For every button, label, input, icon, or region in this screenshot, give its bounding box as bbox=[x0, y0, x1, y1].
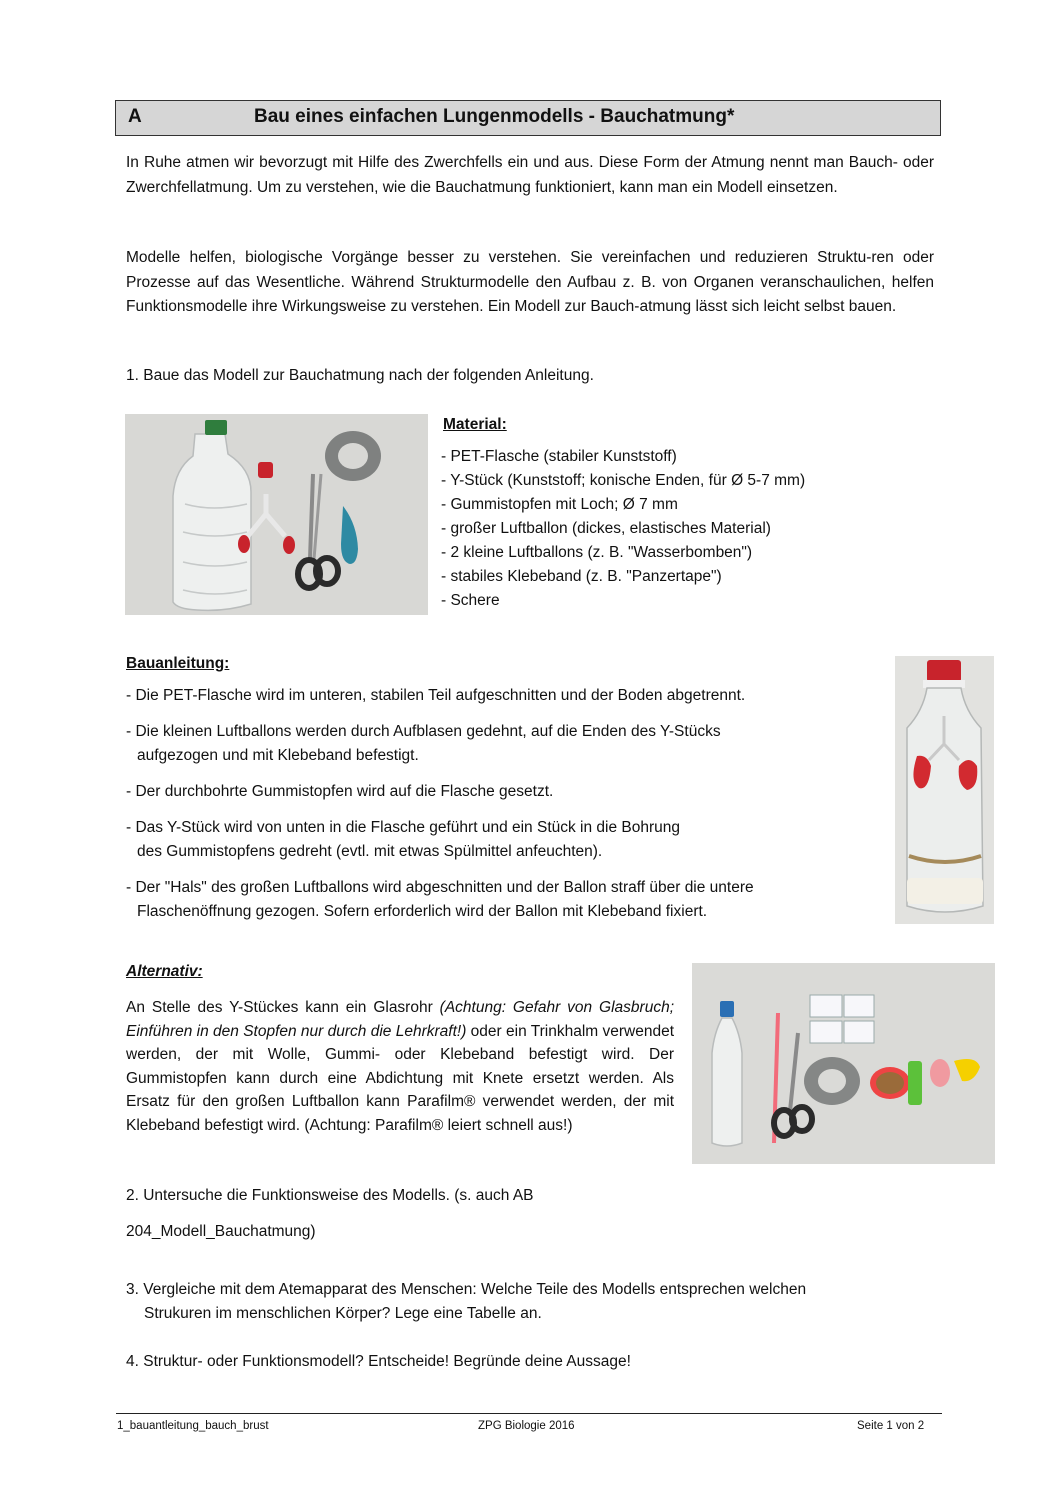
alternativ-heading: Alternativ: bbox=[126, 963, 203, 980]
bau-step-3: - Der durchbohrte Gummistopfen wird auf die Flasche gesetzt. bbox=[126, 783, 554, 800]
alternativ-warning: (Achtung: Gefahr von Glasbruch; Einführen in den Stopfen nur durch die Lehrkraft!) bbox=[126, 999, 675, 1040]
material-photo bbox=[125, 414, 428, 615]
task-2: 2. Untersuche die Funktionsweise des Modells. (s. auch AB bbox=[126, 1187, 534, 1204]
section-title: Bau eines einfachen Lungenmodells - Bauchatmung* bbox=[254, 106, 735, 127]
bau-step-5-cont: Flaschenöffnung gezogen. Sofern erforderlich wird der Ballon mit Klebeband fixiert. bbox=[137, 903, 708, 920]
bau-step-4-cont: des Gummistopfens gedreht (evtl. mit etwas Spülmittel anfeuchten). bbox=[137, 843, 603, 860]
footer-page-number: Seite 1 von 2 bbox=[857, 1420, 925, 1432]
intro-paragraph-2: Modelle helfen, biologische Vorgänge besser zu verstehen. Sie vereinfachen und reduzieren Struktu-ren oder Prozesse auf das Wesentliche. Während Strukturmodelle den Aufbau z. B. von Organen veranschaulichen, helfen Funktionsmodelle ihre Wirkungsweise zu verstehen. Ein Modell zur Bauch-atmung lässt sich leicht selbst bauen. bbox=[126, 249, 934, 315]
alternativ-paragraph bbox=[126, 996, 674, 1137]
task-4: 4. Struktur- oder Funktionsmodell? Entscheide! Begründe deine Aussage! bbox=[126, 1353, 631, 1370]
alternativ-text-start: An Stelle des Y-Stückes kann ein Glasrohr bbox=[126, 999, 440, 1016]
material-item: - 2 kleine Luftballons (z. B. "Wasserbomben") bbox=[441, 544, 753, 561]
task-3: 3. Vergleiche mit dem Atemapparat des Menschen: Welche Teile des Modells entsprechen welchen bbox=[126, 1281, 807, 1298]
bauanleitung-heading: Bauanleitung: bbox=[126, 655, 230, 672]
bau-step-2-cont: aufgezogen und mit Klebeband befestigt. bbox=[137, 747, 419, 764]
footer-filename: 1_bauantleitung_bauch_brust bbox=[117, 1420, 269, 1432]
alternativ-text-rest: oder ein Trinkhalm verwendet werden, der mit Wolle, Gummi- oder Klebeband befestigt wird. Der Gummistopfen kann durch eine Abdichtung mit Knete ersetzt werden. Als Ersatz für den großen Luftballon kann Parafilm® verwendet werden, der mit Klebeband befestigt wird. (Achtung: Parafilm® leiert schnell aus!) bbox=[126, 1022, 674, 1134]
section-letter: A bbox=[128, 106, 142, 127]
material-item: - großer Luftballon (dickes, elastisches Material) bbox=[441, 520, 771, 537]
footer-source: ZPG Biologie 2016 bbox=[478, 1420, 575, 1432]
task-2-cont: 204_Modell_Bauchatmung) bbox=[126, 1223, 316, 1240]
footer-rule bbox=[116, 1413, 942, 1414]
model-photo bbox=[895, 656, 994, 924]
material-item: - Y-Stück (Kunststoff; konische Enden, für Ø 5-7 mm) bbox=[441, 472, 806, 489]
bau-step-1: - Die PET-Flasche wird im unteren, stabilen Teil aufgeschnitten und der Boden abgetrennt. bbox=[126, 687, 746, 704]
task-1: 1. Baue das Modell zur Bauchatmung nach der folgenden Anleitung. bbox=[126, 367, 594, 384]
bau-step-5: - Der "Hals" des großen Luftballons wird abgeschnitten und der Ballon straff über die untere bbox=[126, 879, 754, 896]
material-item: - stabiles Klebeband (z. B. "Panzertape") bbox=[441, 568, 722, 585]
bau-step-4: - Das Y-Stück wird von unten in die Flasche geführt und ein Stück in die Bohrung bbox=[126, 819, 681, 836]
alternative-material-photo bbox=[692, 963, 995, 1164]
section-header bbox=[115, 100, 941, 136]
material-heading: Material: bbox=[443, 416, 507, 433]
bau-step-2: - Die kleinen Luftballons werden durch Aufblasen gedehnt, auf die Enden des Y-Stücks bbox=[126, 723, 721, 740]
material-item: - PET-Flasche (stabiler Kunststoff) bbox=[441, 448, 677, 465]
material-item: - Gummistopfen mit Loch; Ø 7 mm bbox=[441, 496, 678, 513]
task-3-cont: Strukuren im menschlichen Körper? Lege eine Tabelle an. bbox=[144, 1305, 542, 1322]
intro-paragraph-1: In Ruhe atmen wir bevorzugt mit Hilfe des Zwerchfells ein und aus. Diese Form der Atmung nennt man Bauch- oder Zwerchfellatmung. Um zu verstehen, wie die Bauchatmung funktioniert, kann man ein Modell einsetzen. bbox=[126, 154, 934, 196]
material-item: - Schere bbox=[441, 592, 500, 609]
